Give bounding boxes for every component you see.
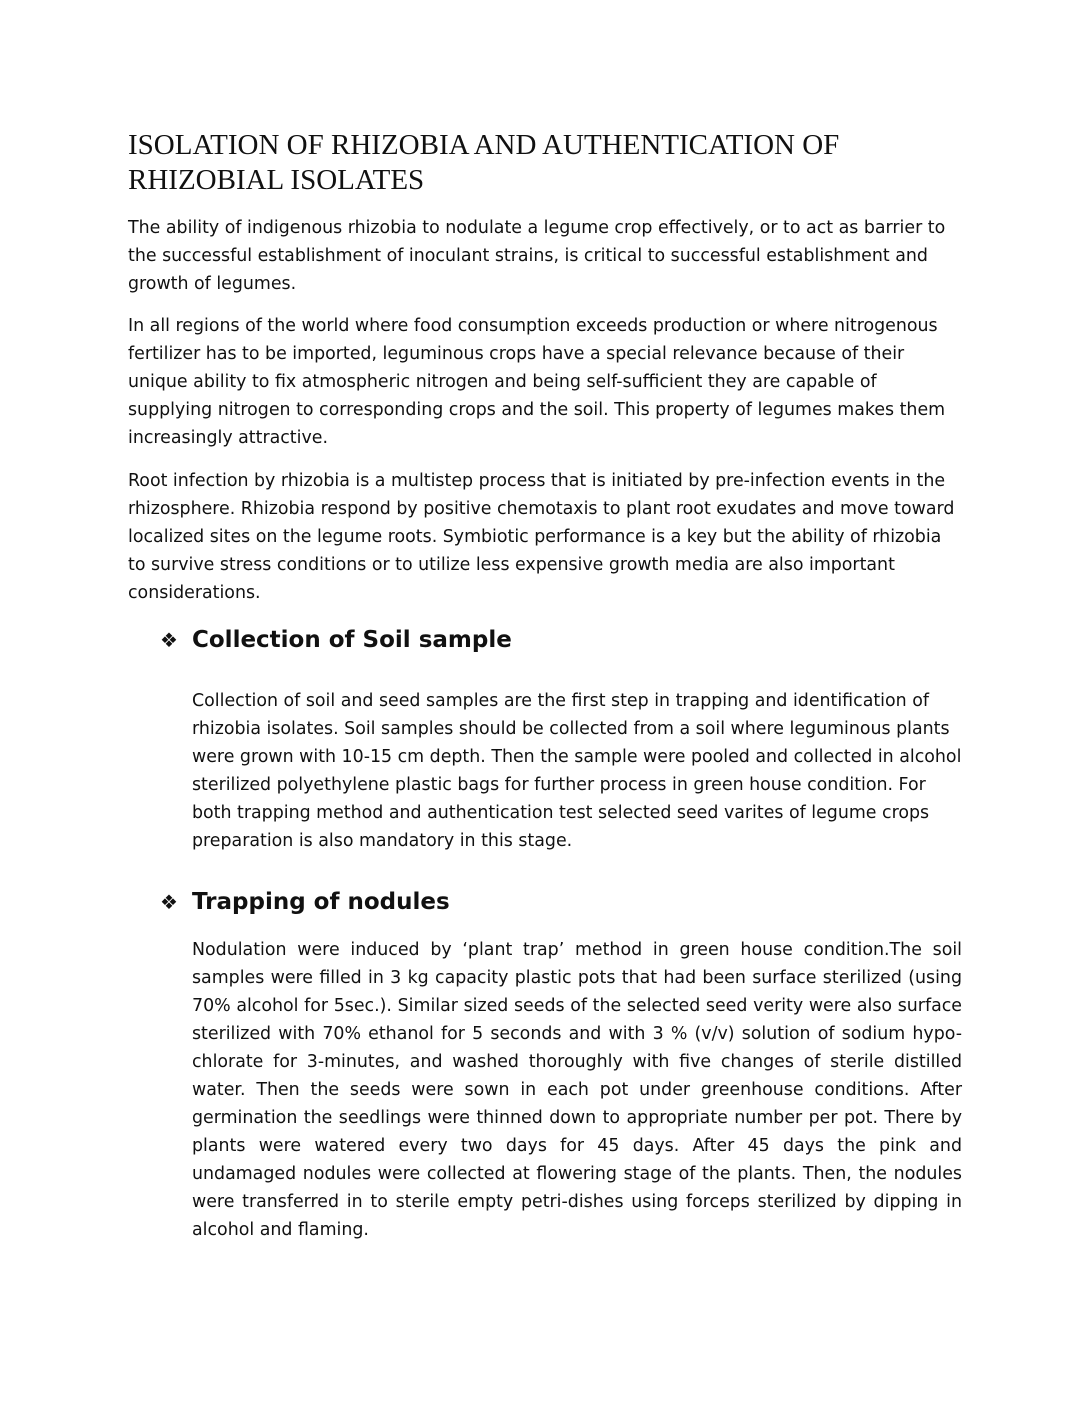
intro-paragraph-2: In all regions of the world where food consumption exceeds production or where nitrogenous fertilizer has to be imported, leguminous crops have a special relevance because of their unique ability to fix atmospheric nitrogen and being self-sufficient they are capable of supplying nitrogen to corresponding crops and the soil. This property of legumes makes them increasingly attractive. [128,316,946,448]
diamond-bullet-icon: ❖ [160,628,178,652]
section-text-soil-sample: Collection of soil and seed samples are the first step in trapping and identification of rhizobia isolates. Soil samples should be collected from a soil where leguminous plants were grown with 10-15 cm depth. Then the sample were pooled and collected in alcohol sterilized polyethylene plastic bags for further process in green house condition. For both trapping method and authentication test selected seed varites of legume crops preparation is also mandatory in this stage. [192,691,962,851]
section-heading-soil-sample [160,625,512,655]
section-heading-label: Trapping of nodules [192,889,450,915]
section-text-trapping-nodules: Nodulation were induced by ‘plant trap’ method in green house condition.The soil samples were filled in 3 kg capacity plastic pots that had been surface sterilized (using 70% alcohol for 5sec.). Similar sized seeds of the selected seed verity were also surface sterilized with 70% ethanol for 5 seconds and with 3 % (v/v) solution of sodium hypo-chlorate for 3-minutes, and washed thoroughly with five changes of sterile distilled water. Then the seeds were sown in each pot under greenhouse conditions. After germination the seedlings were thinned down to appropriate number per pot. There by plants were watered every two days for 45 days. After 45 days the pink and undamaged nodules were collected at flowering stage of the plants. Then, the nodules were transferred in to sterile empty petri-dishes using forceps sterilized by dipping in alcohol and flaming. [192,940,962,1240]
diamond-bullet-icon: ❖ [160,890,178,914]
intro-paragraph-1: The ability of indigenous rhizobia to nodulate a legume crop effectively, or to act as barrier to the successful establishment of inoculant strains, is critical to successful establishment and growth of legumes. [128,218,946,294]
section-heading-label: Collection of Soil sample [192,627,512,653]
section-heading-trapping-nodules [160,887,450,917]
intro-paragraph-3: Root infection by rhizobia is a multistep process that is initiated by pre-infection events in the rhizosphere. Rhizobia respond by positive chemotaxis to plant root exudates and move toward localized sites on the legume roots. Symbiotic performance is a key but the ability of rhizobia to survive stress conditions or to utilize less expensive growth media are also important considerations. [128,471,955,603]
document-title: ISOLATION OF RHIZOBIA AND AUTHENTICATION OF RHIZOBIAL ISOLATES [128,129,840,196]
